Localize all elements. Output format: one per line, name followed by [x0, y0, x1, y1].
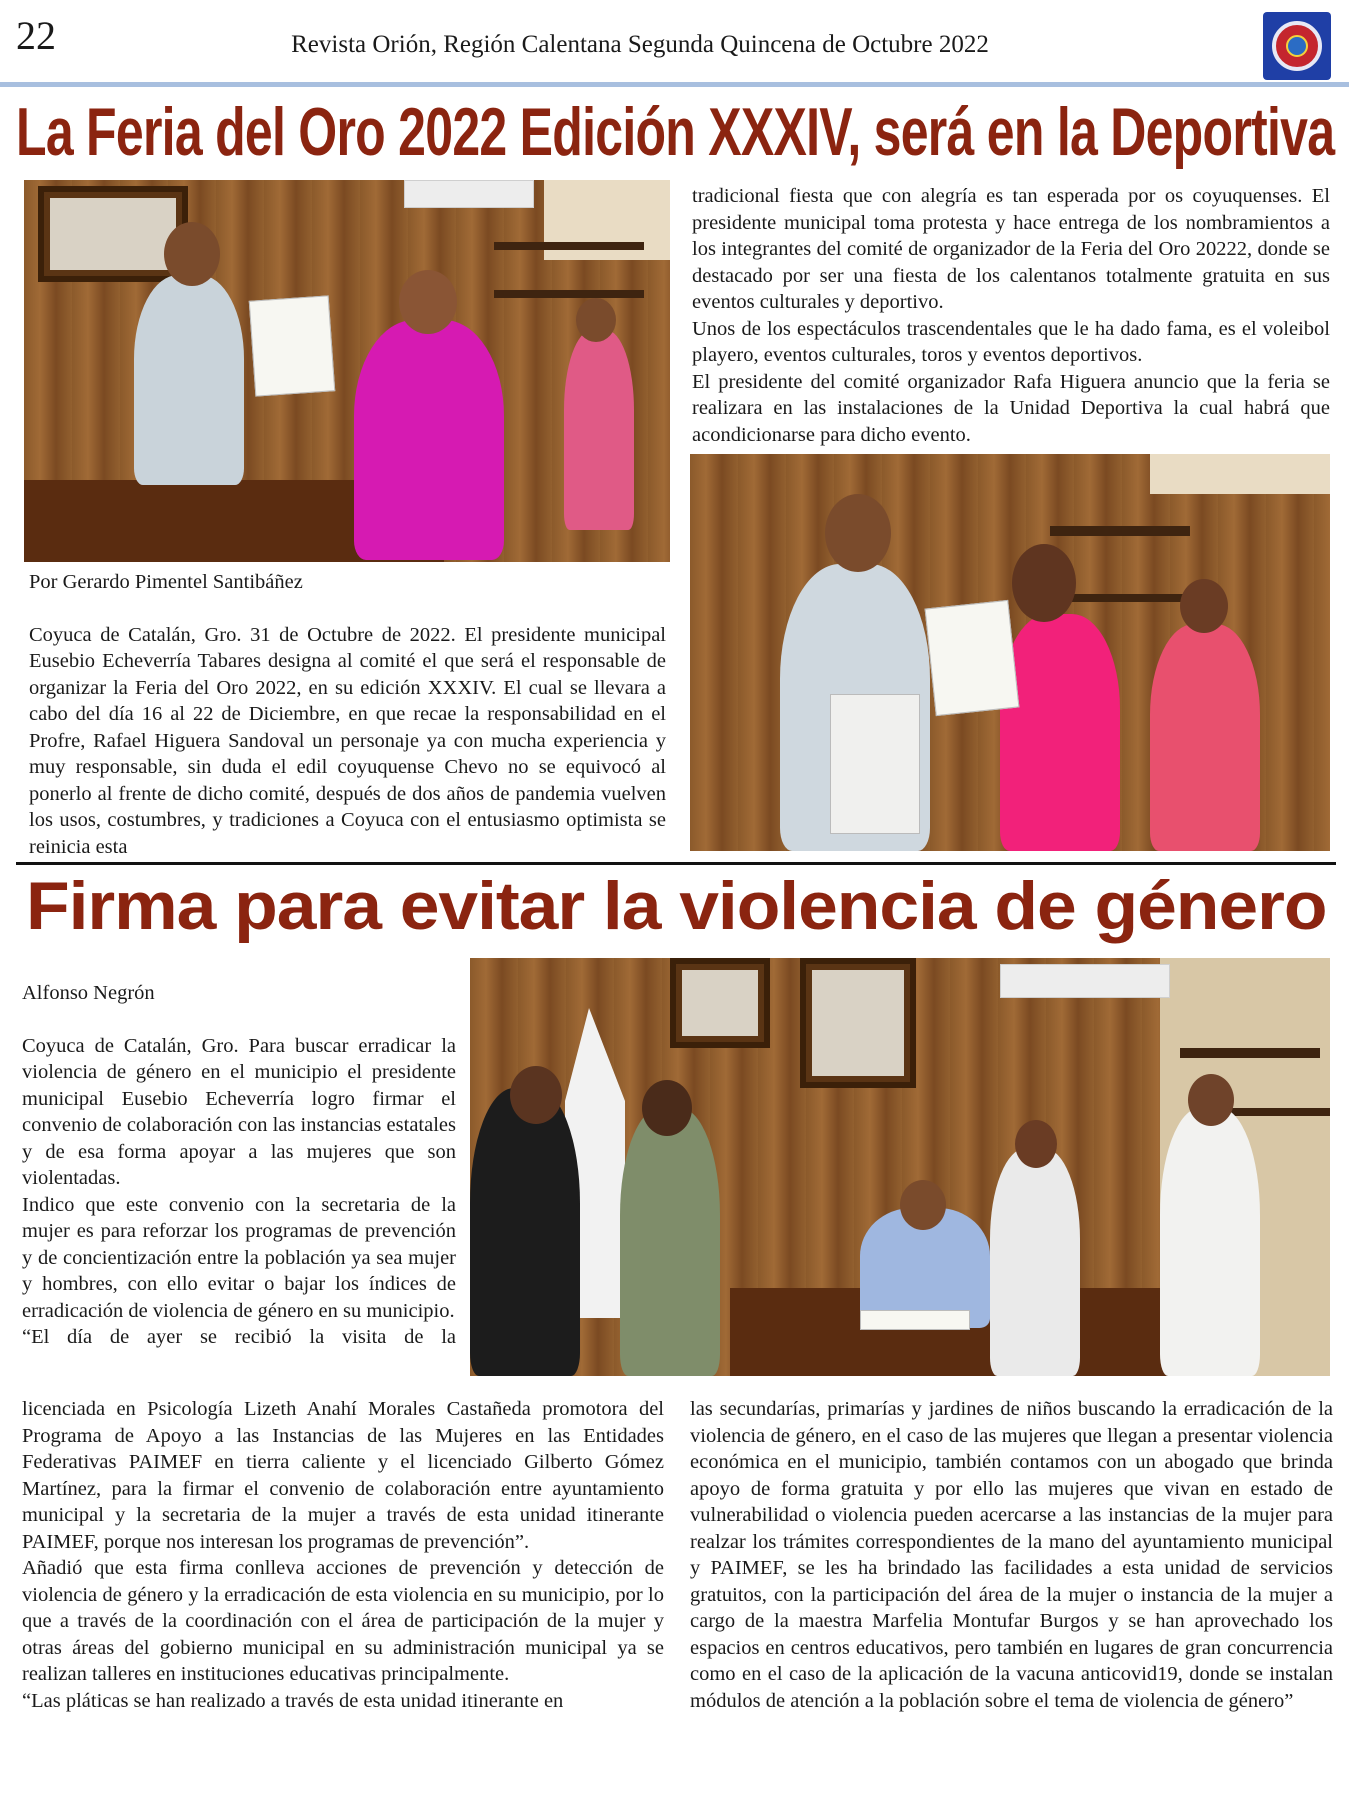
article-1-headline: La Feria del Oro 2022 Edición XXXIV, será en la Deportiva: [16, 94, 1335, 170]
article-2-photo: [470, 958, 1330, 1376]
article-2-paragraph: Indico que este convenio con la secretaria de la mujer es para reforzar los programas de prevención y de concientización entre la población ya sea mujer y hombres, con ello evitar o bajar los índices de erradicación de violencia de género en su municipio.: [22, 1193, 456, 1322]
page-number: 22: [16, 13, 56, 58]
article-2-paragraph: licenciada en Psicología Lizeth Anahí Morales Castañeda promotora del Programa de Apoyo a las Instancias de las Mujeres en las Entidades Federativas PAIMEF en tierra caliente y el licenciado Gilberto Gómez Martínez, para la firmar el convenio de colaboración entre ayuntamiento municipal y la secretaria de la mujer a través de esta unidad itinerante PAIMEF, porque nos interesan los programas de prevención”.: [22, 1398, 664, 1553]
article-1-paragraph: El presidente del comité organizador Rafa Higuera anuncio que la feria se realizara en las instalaciones de la Unidad Deportiva la cual habrá que acondicionarse para dicho evento.: [692, 370, 1330, 446]
article-1-right-column: [692, 183, 1330, 448]
article-1-byline: Por Gerardo Pimentel Santibáñez: [29, 571, 303, 593]
article-2-paragraph: Añadió que esta firma conlleva acciones de prevención y detección de violencia de género y la erradicación de esta violencia en su municipio, por lo que a través de la coordinación con el área de participación de la mujer y otras áreas del gobierno municipal en su administración municipal ya se realizan talleres en instituciones educativas principalmente.: [22, 1557, 664, 1685]
article-1-photo-2: [690, 454, 1330, 851]
article-1-left-column: [29, 569, 666, 860]
section-divider: [16, 862, 1336, 865]
seal-icon: [1272, 21, 1322, 71]
article-2-headline: Firma para evitar la violencia de género: [26, 868, 1327, 944]
article-1-photo-1: [24, 180, 670, 562]
article-2-paragraph: “Las pláticas se han realizado a través de esta unidad itinerante en: [22, 1689, 564, 1712]
header-rule: [0, 82, 1349, 87]
article-1-paragraph: Coyuca de Catalán, Gro. 31 de Octubre de 2022. El presidente municipal Eusebio Echeverría Tabares designa al comité el que será el responsable de organizar la Feria del Oro 2022, en su edición XXXIV. El cual se llevara a cabo del día 16 al 22 de Diciembre, en que recae la responsabilidad en el Profre, Rafael Higuera Sandoval un personaje ya con mucha experiencia y muy responsable, sin duda el edil coyuquense Chevo no se equivocó al ponerlo al frente de dicho comité, después de dos años de pandemia vuelven los usos, costumbres, y tradiciones a Coyuca con el entusiasmo optimista se reinicia esta: [29, 623, 666, 858]
running-title: Revista Orión, Región Calentana Segunda Quincena de Octubre 2022: [291, 31, 989, 58]
article-2-byline: Alfonso Negrón: [22, 982, 155, 1004]
article-2-paragraph: Coyuca de Catalán, Gro. Para buscar erradicar la violencia de género en el municipio el presidente municipal Eusebio Echeverría logro firmar el convenio de colaboración con las instancias estatales y de esa forma apoyar a las mujeres que son violentadas.: [22, 1034, 456, 1189]
article-1-paragraph: Unos de los espectáculos trascendentales que le ha dado fama, es el voleibol playero, eventos culturales, toros y eventos deportivos.: [692, 317, 1330, 366]
article-2-left-column: [22, 980, 456, 1351]
article-2-bottom-left-column: [22, 1396, 664, 1714]
article-1-paragraph: tradicional fiesta que con alegría es tan esperada por os coyuquenses. El presidente municipal toma protesta y hace entrega de los nombramientos a los integrantes del comité de organizador de la Feria del Oro 20222, donde se destacado por ser una fiesta de los calentanos totalmente gratuita en sus eventos culturales y deportivo.: [692, 185, 1330, 313]
magazine-logo: [1263, 12, 1331, 80]
article-2-paragraph: “El día de ayer se recibió la visita de la: [22, 1326, 456, 1348]
article-2-paragraph: las secundarías, primarías y jardines de niños buscando la erradicación de la violencia de género, en el caso de las mujeres que llegan a presentar violencia económica en el municipio, también contamos con un abogado que brinda apoyo de forma gratuita y por ello las mujeres que vivan en estado de vulnerabilidad o violencia pueden acercarse a las instancias de la mujer para realzar los trámites correspondientes de la mano del ayuntamiento municipal y PAIMEF, se les ha brindado las facilidades a esta unidad de servicios gratuitos, con la participación del área de la mujer o instancia de la mujer a cargo de la maestra Marfelia Montufar Burgos y se han aprovechado los espacios en centros educativos, pero también en lugares de gran concurrencia como en el caso de la aplicación de la vacuna anticovid19, donde se instalan módulos de atención a la población sobre el tema de violencia de género”: [690, 1398, 1333, 1712]
article-2-bottom-right-column: [690, 1396, 1333, 1714]
